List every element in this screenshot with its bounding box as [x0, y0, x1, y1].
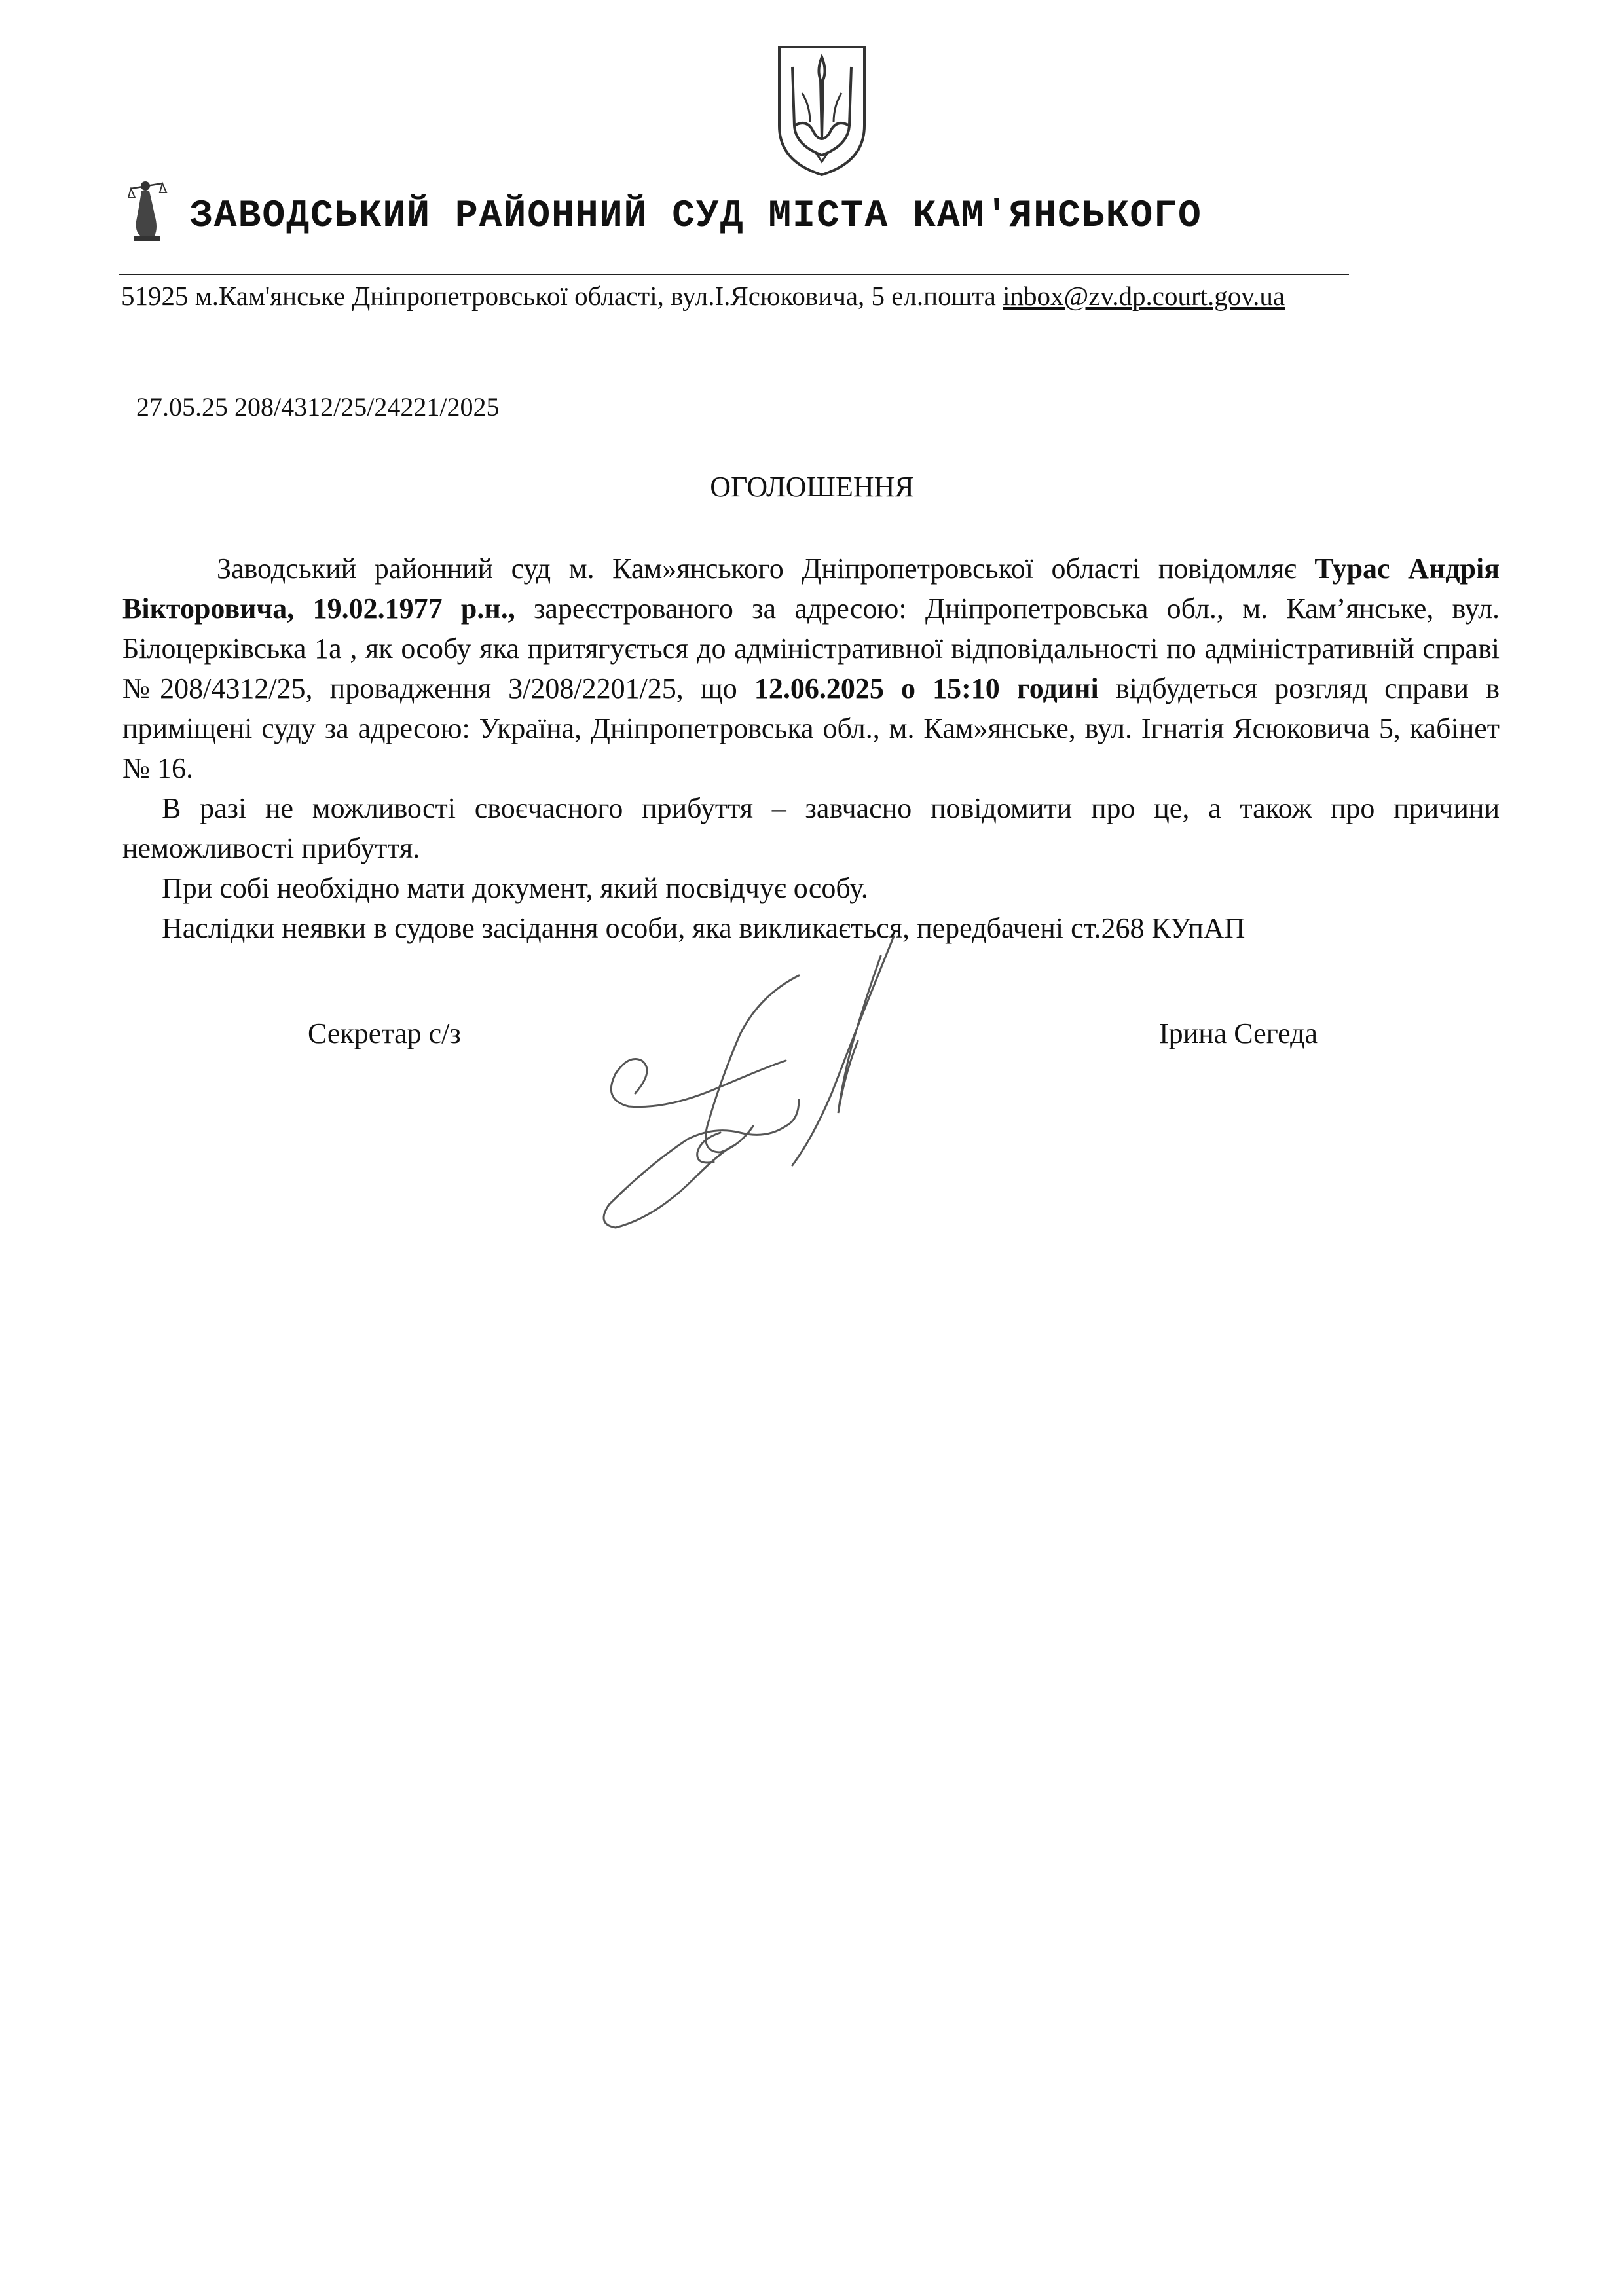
- document-title: ОГОЛОШЕННЯ: [710, 471, 914, 503]
- header-divider: [119, 274, 1349, 275]
- secretary-name: Ірина Сегеда: [1159, 1017, 1318, 1049]
- paragraph-consequences: Наслідки неявки в судове засідання особи, яка викликається, передбачені ст.268 КУпАП: [162, 912, 1246, 944]
- court-name: ЗАВОДСЬКИЙ РАЙОННИЙ СУД МІСТА КАМ'ЯНСЬКОГО: [190, 195, 1202, 238]
- hearing-datetime: 12.06.2025 о 15:10 годині: [754, 672, 1099, 704]
- notice-text-1: Заводський районний суд м. Кам»янського Дніпропетровської області повідомляє: [217, 553, 1315, 585]
- announcement-body: [122, 549, 1500, 948]
- themis-statue-icon: [126, 175, 169, 244]
- paragraph-id-document: При собі необхідно мати документ, який посвідчує особу.: [162, 872, 868, 904]
- defendant-name: Турас Андрія Вікторовича, 19.02.1977 р.н.,: [122, 553, 1500, 625]
- paragraph-absence: В разі не можливості своєчасного прибуття – завчасно повідомити про це, а також про причини неможливості прибуття.: [122, 792, 1500, 864]
- date-reference: 27.05.25 208/4312/25/24221/2025: [136, 392, 500, 422]
- notice-text-2: зареєстрованого за адресою: Дніпропетровська обл., м. Кам’янське, вул. Білоцерківська 1а , як особу яка притягується до адміністративної відповідальності по адміністративній справі №208/4312/25, провадження 3/208/2201/25, що: [122, 592, 1500, 704]
- court-address: [121, 280, 1285, 312]
- notice-text-3: відбудеться розгляд справи в приміщені суду за адресою: Україна, Дніпропетровська обл., м. Кам»янське, вул. Ігнатія Ясюковича 5, кабінет № 16.: [122, 672, 1500, 784]
- address-text: 51925 м.Кам'янське Дніпропетровської області, вул.І.Ясюковича, 5 ел.пошта: [121, 281, 1003, 311]
- handwritten-signature-icon: [589, 930, 930, 1231]
- paragraph-notice: [122, 549, 1500, 788]
- secretary-role: Секретар с/з: [308, 1017, 461, 1049]
- email-link[interactable]: inbox@zv.dp.court.gov.ua: [1003, 281, 1285, 311]
- ukraine-trident-emblem-icon: [769, 41, 874, 178]
